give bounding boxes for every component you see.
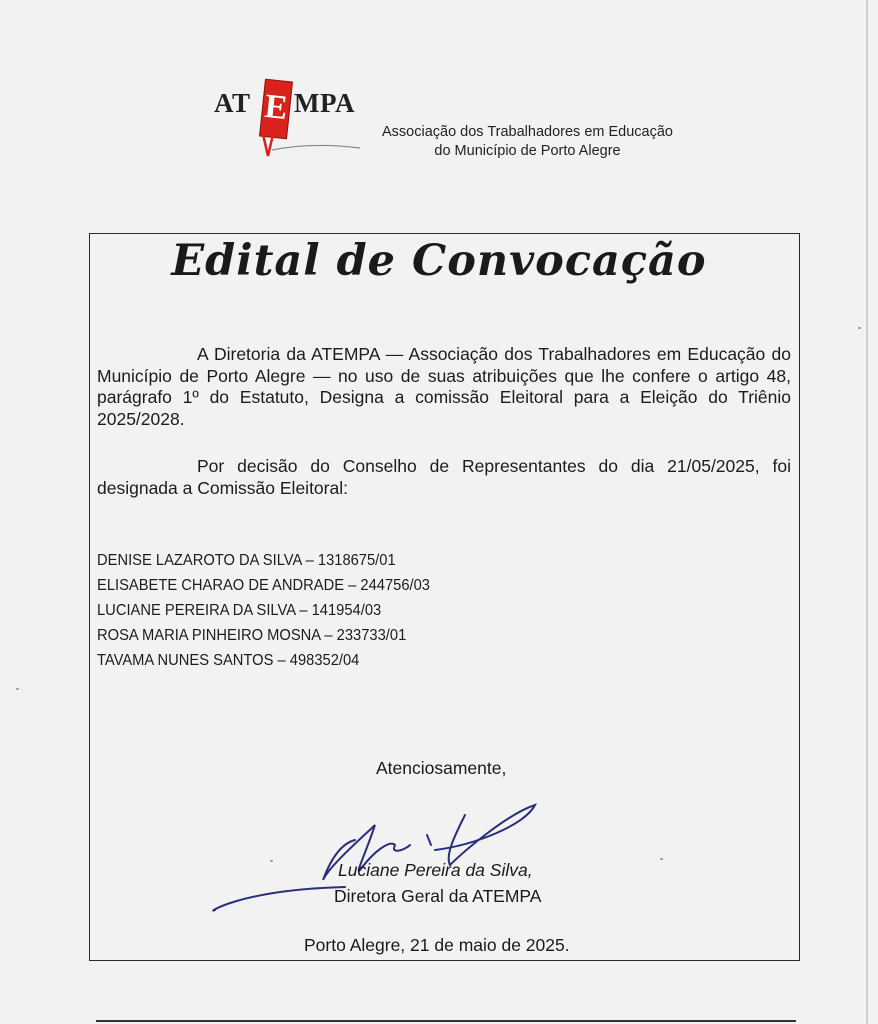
signer-name: Luciane Pereira da Silva, [338, 860, 533, 880]
bottom-rule [96, 1020, 796, 1022]
organization-name [382, 123, 673, 161]
logo-e-block: E [259, 79, 293, 140]
member-item: ELISABETE CHARAO DE ANDRADE – 244756/03 [97, 577, 430, 594]
page-edge-line [866, 0, 868, 1024]
scan-speck [660, 858, 663, 860]
org-name-line1: Associação dos Trabalhadores em Educação [382, 124, 673, 140]
org-name-line2: do Município de Porto Alegre [434, 143, 621, 159]
pen-icon [252, 128, 362, 168]
member-item: LUCIANE PEREIRA DA SILVA – 141954/03 [97, 602, 382, 619]
member-item: ROSA MARIA PINHEIRO MOSNA – 233733/01 [97, 627, 407, 644]
notice-paragraph-2: Por decisão do Conselho de Representantes do dia 21/05/2025, foi designada a Comissão Eleitoral: [97, 456, 791, 498]
commission-member-list [97, 548, 459, 673]
closing-salutation: Atenciosamente, [376, 758, 507, 778]
member-item: DENISE LAZAROTO DA SILVA – 1318675/01 [97, 552, 396, 569]
notice-paragraph-1: A Diretoria da ATEMPA — Associação dos Trabalhadores em Educação do Município de Porto Alegre — no uso de suas atribuições que lhe confere o artigo 48, parágrafo 1º do Estatuto, Designa a comissão Eleitoral para a Eleição do Triênio 2025/2028. [97, 344, 791, 429]
scan-speck [270, 860, 273, 862]
date-line: Porto Alegre, 21 de maio de 2025. [304, 935, 570, 955]
logo-text-right: MPA [294, 88, 355, 118]
scan-speck [858, 327, 861, 329]
notice-title: Edital de Convocação [171, 236, 707, 286]
scan-speck [16, 688, 19, 690]
member-item: TAVAMA NUNES SANTOS – 498352/04 [97, 652, 360, 669]
logo-text-left: AT [214, 88, 251, 118]
atempa-logo [214, 78, 374, 170]
signer-role: Diretora Geral da ATEMPA [334, 886, 542, 906]
